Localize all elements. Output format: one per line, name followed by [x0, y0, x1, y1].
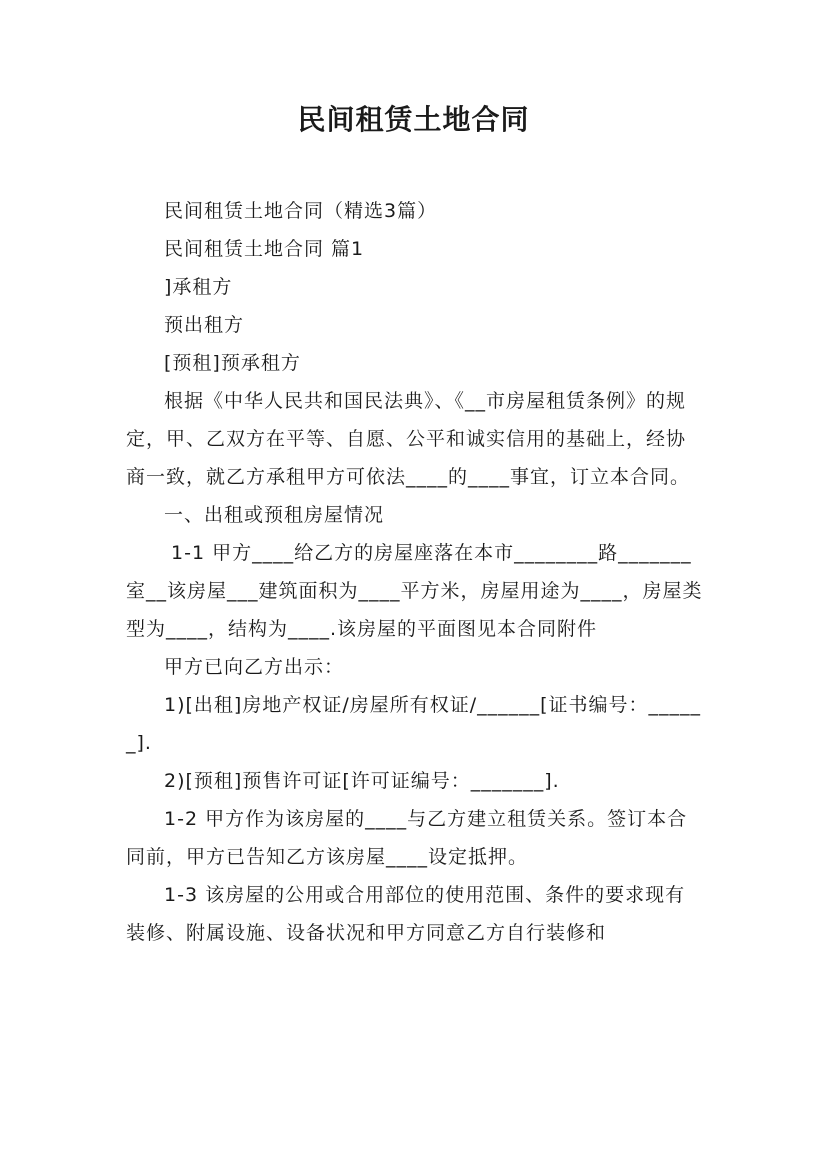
paragraph-clause-1-1: 1-1 甲方____给乙方的房屋座落在本市________路_______室__该房屋___建筑面积为____平方米，房屋用途为____，房屋类型为____，结构为____.该房屋的平面图见本合同附件	[126, 542, 703, 640]
paragraph-pre-lessor: 预出租方	[164, 314, 245, 336]
document-body	[126, 192, 704, 952]
paragraph-clause-1-3: 1-3 该房屋的公用或合用部位的使用范围、条件的要求现有装修、附属设施、设备状况和甲方同意乙方自行装修和	[126, 884, 686, 944]
document-title: 民间租赁土地合同	[297, 103, 530, 136]
paragraph-article-heading: 民间租赁土地合同 篇1	[164, 238, 365, 260]
section-heading-property: 一、出租或预租房屋情况	[164, 504, 385, 526]
paragraph-certificate-2: 2)[预租]预售许可证[许可证编号：_______].	[164, 770, 560, 792]
paragraph-clause-1-2: 1-2 甲方作为该房屋的____与乙方建立租赁关系。签订本合同前，甲方已告知乙方该房屋____设定抵押。	[126, 808, 688, 868]
paragraph-subtitle: 民间租赁土地合同（精选3篇）	[164, 200, 438, 222]
paragraph-certificate-1: 1)[出租]房地产权证/房屋所有权证/______[证书编号：______].	[126, 694, 702, 754]
paragraph-lessee: ]承租方	[164, 276, 233, 298]
paragraph-shown-documents: 甲方已向乙方出示：	[164, 656, 345, 678]
paragraph-legal-basis: 根据《中华人民共和国民法典》、《__市房屋租赁条例》的规定，甲、乙双方在平等、自愿、公平和诚实信用的基础上，经协商一致，就乙方承租甲方可依法____的____事宜，订立本合同。	[126, 390, 691, 488]
paragraph-pre-lessee: [预租]预承租方	[164, 352, 301, 374]
